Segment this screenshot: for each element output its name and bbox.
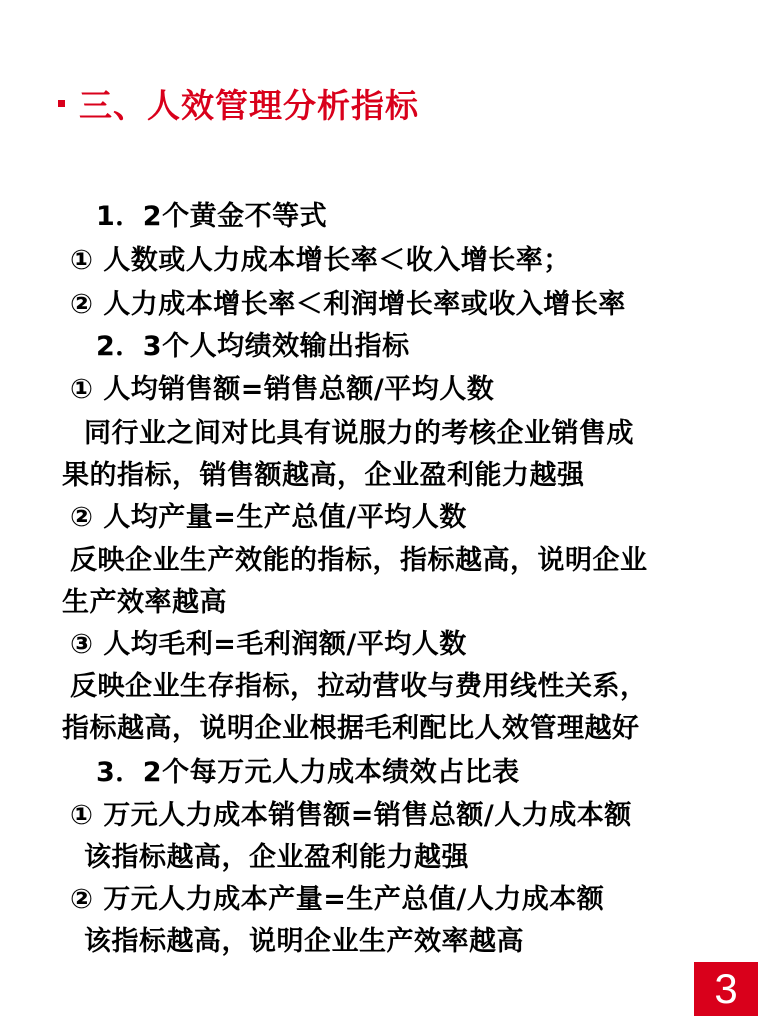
slide-header xyxy=(58,78,419,128)
paragraph-line: 该指标越高，企业盈利能力越强 xyxy=(84,842,469,873)
paragraph-line: 反映企业生产效能的指标，指标越高，说明企业 xyxy=(70,545,648,576)
heading-per-capita-indicators: 2．3个人均绩效输出指标 xyxy=(96,331,410,362)
list-item: ① 人数或人力成本增长率＜收入增长率； xyxy=(70,245,571,276)
heading-cost-performance: 3．2个每万元人力成本绩效占比表 xyxy=(96,757,520,788)
list-item: ③ 人均毛利=毛利润额/平均人数 xyxy=(70,629,467,660)
paragraph-line: 果的指标，销售额越高，企业盈利能力越强 xyxy=(62,460,585,491)
heading-golden-inequalities: 1．2个黄金不等式 xyxy=(96,201,328,232)
page-number-badge: 3 xyxy=(694,962,758,1016)
paragraph-line: 反映企业生存指标，拉动营收与费用线性关系， xyxy=(70,671,648,702)
paragraph-line: 该指标越高，说明企业生产效率越高 xyxy=(84,926,524,957)
paragraph-line: 生产效率越高 xyxy=(62,587,227,618)
page-title: 三、人效管理分析指标 xyxy=(79,85,419,125)
paragraph-line: 同行业之间对比具有说服力的考核企业销售成 xyxy=(84,418,634,449)
paragraph-line: 指标越高，说明企业根据毛利配比人效管理越好 xyxy=(62,713,640,744)
list-item: ① 万元人力成本销售额=销售总额/人力成本额 xyxy=(70,800,632,831)
list-item: ② 万元人力成本产量=生产总值/人力成本额 xyxy=(70,884,605,915)
list-item: ① 人均销售额=销售总额/平均人数 xyxy=(70,374,495,405)
list-item: ② 人均产量=生产总值/平均人数 xyxy=(70,502,467,533)
list-item: ② 人力成本增长率＜利润增长率或收入增长率 xyxy=(70,289,626,320)
square-bullet-icon xyxy=(58,100,65,107)
